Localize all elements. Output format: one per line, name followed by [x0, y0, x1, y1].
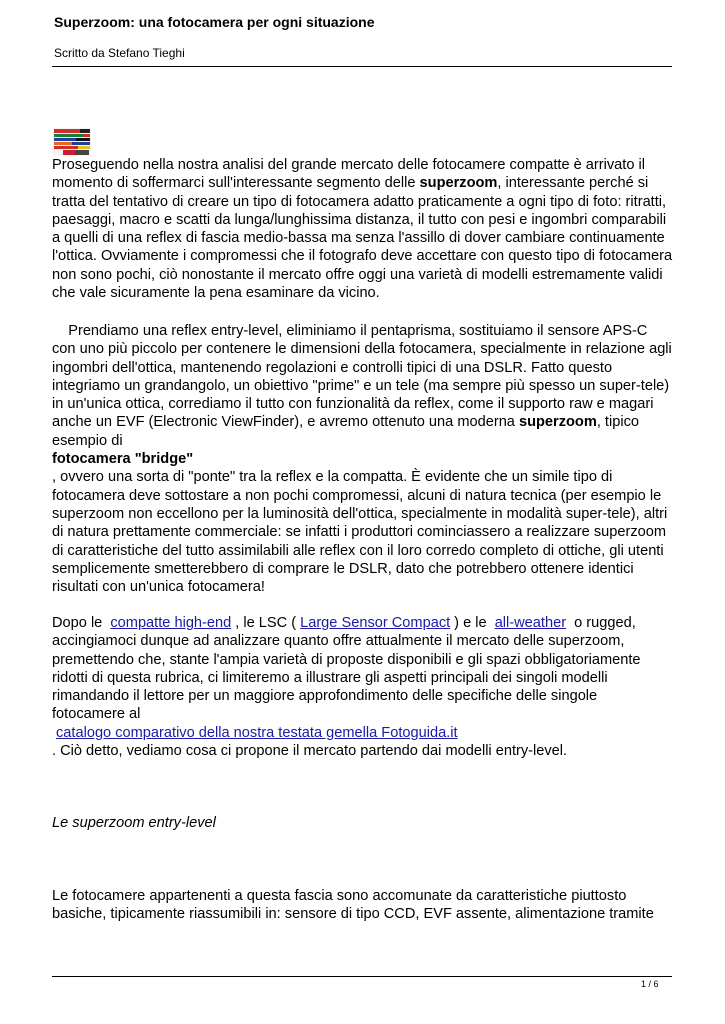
intro-text-start: Proseguendo nella nostra analisi del grande mercato delle fotocamere compatte è arrivato il momento di soffermarci sull'interessante segmento delle — [52, 157, 646, 192]
bridge-bold-superzoom: superzoom — [518, 414, 597, 431]
links-text-3: ) e le — [454, 615, 487, 631]
intro-bold-superzoom: superzoom — [419, 175, 498, 192]
page-title: Superzoom: una fotocamera per ogni situazione — [54, 14, 375, 30]
author-line: Scritto da Stefano Tieghi — [54, 46, 185, 60]
paragraph-bridge — [52, 322, 674, 596]
header-divider — [52, 66, 672, 67]
bridge-text-end: , ovvero una sorta di "ponte" tra la reflex e la compatta. È evidente che un simile tipo di fotocamera deve sottostare a non pochi compromessi, alcuni di natura tecnica (per esempio le superzoom non eccellono per la luminosità dell'ottica, specialmente in modalità super-tele), altri di natura prettamente commerciale: se infatti i produttori cominciassero a realizzare superzoom di caratteristiche del tutto assimilabili alle reflex con il loro corredo completo di ottiche, gli utenti semplicemente smetterebbero di comprare le DSLR, dato che potrebbero ottenere identici risultati con un'unica fotocamera! — [52, 469, 668, 596]
bridge-term: fotocamera "bridge" — [52, 451, 194, 468]
paragraph-entry-level: Le fotocamere appartenenti a questa fascia sono accomunate da caratteristiche piuttosto basiche, tipicamente riassumibili in: sensore di tipo CCD, EVF assente, alimentazione tramite — [52, 888, 654, 923]
paragraph-intro — [52, 156, 674, 302]
footer-divider — [52, 976, 672, 977]
links-text-5: . Ciò detto, vediamo cosa ci propone il mercato partendo dai modelli entry-level. — [52, 743, 568, 760]
bridge-text-middle: , tipico esempio di — [52, 414, 640, 449]
link-all-weather[interactable]: all-weather — [494, 615, 567, 631]
page-number: 1 / 6 — [641, 979, 659, 989]
bridge-text-start: Prendiamo una reflex entry-level, eliminiamo il pentaprisma, sostituiamo il sensore APS-C con uno più piccolo per contenere le dimensioni della fotocamera, specialmente in relazione agli ingombri dell'ottica, mantenendo regolazioni e controlli tipici di una DSLR. Fatto questo integriamo un grandangolo, un obiettivo "prime" e un tele (ma sempre più spesso un super-tele) in un'unica ottica, corrediamo il tutto con funzionalità da reflex, come il supporto raw e magari anche un EVF (Electronic ViewFinder), e avremo ottenuto una moderna — [52, 323, 672, 431]
link-catalogo-comparativo[interactable]: catalogo comparativo della nostra testata gemella Fotoguida.it — [56, 724, 458, 741]
link-large-sensor-compact[interactable]: Large Sensor Compact — [300, 615, 451, 631]
brands-logo-image — [53, 128, 91, 156]
links-text-4: o rugged, accingiamoci dunque ad analizzare quanto offre attualmente il mercato delle superzoom, premettendo che, stante l'ampia varietà di proposte disponibili e gli spazi obbligatoriamente ridotti di questa rubrica, ci limiteremo a illustrare gli aspetti principali dei singoli modelli rimandando il lettore per un maggiore approfondimento delle specifiche delle singole fotocamere al — [52, 615, 641, 723]
links-text-2: , le LSC ( — [235, 615, 297, 631]
intro-text-end: , interessante perché si tratta del tentativo di creare un tipo di fotocamera adatto praticamente a ogni tipo di foto: ritratti, paesaggi, macro e scatti da lunga/lunghissima distanza, il tutto con pesi e ingombri comparabili a quelli di una reflex di fascia medio-bassa ma senza l'assillo di dover cambiare continuamente l'ottica. Ovviamente i compromessi che il fotografo deve accettare con questo tipo di fotocamera non sono pochi, ciò nonostante il mercato offre oggi una varietà di modelli estremamente validi che vale sicuramente la pena esaminare da vicino. — [52, 175, 673, 302]
links-text-1: Dopo le — [52, 615, 103, 631]
link-compatte-high-end[interactable]: compatte high-end — [110, 615, 232, 631]
section-heading: Le superzoom entry-level — [52, 815, 216, 831]
paragraph-links — [52, 614, 674, 760]
